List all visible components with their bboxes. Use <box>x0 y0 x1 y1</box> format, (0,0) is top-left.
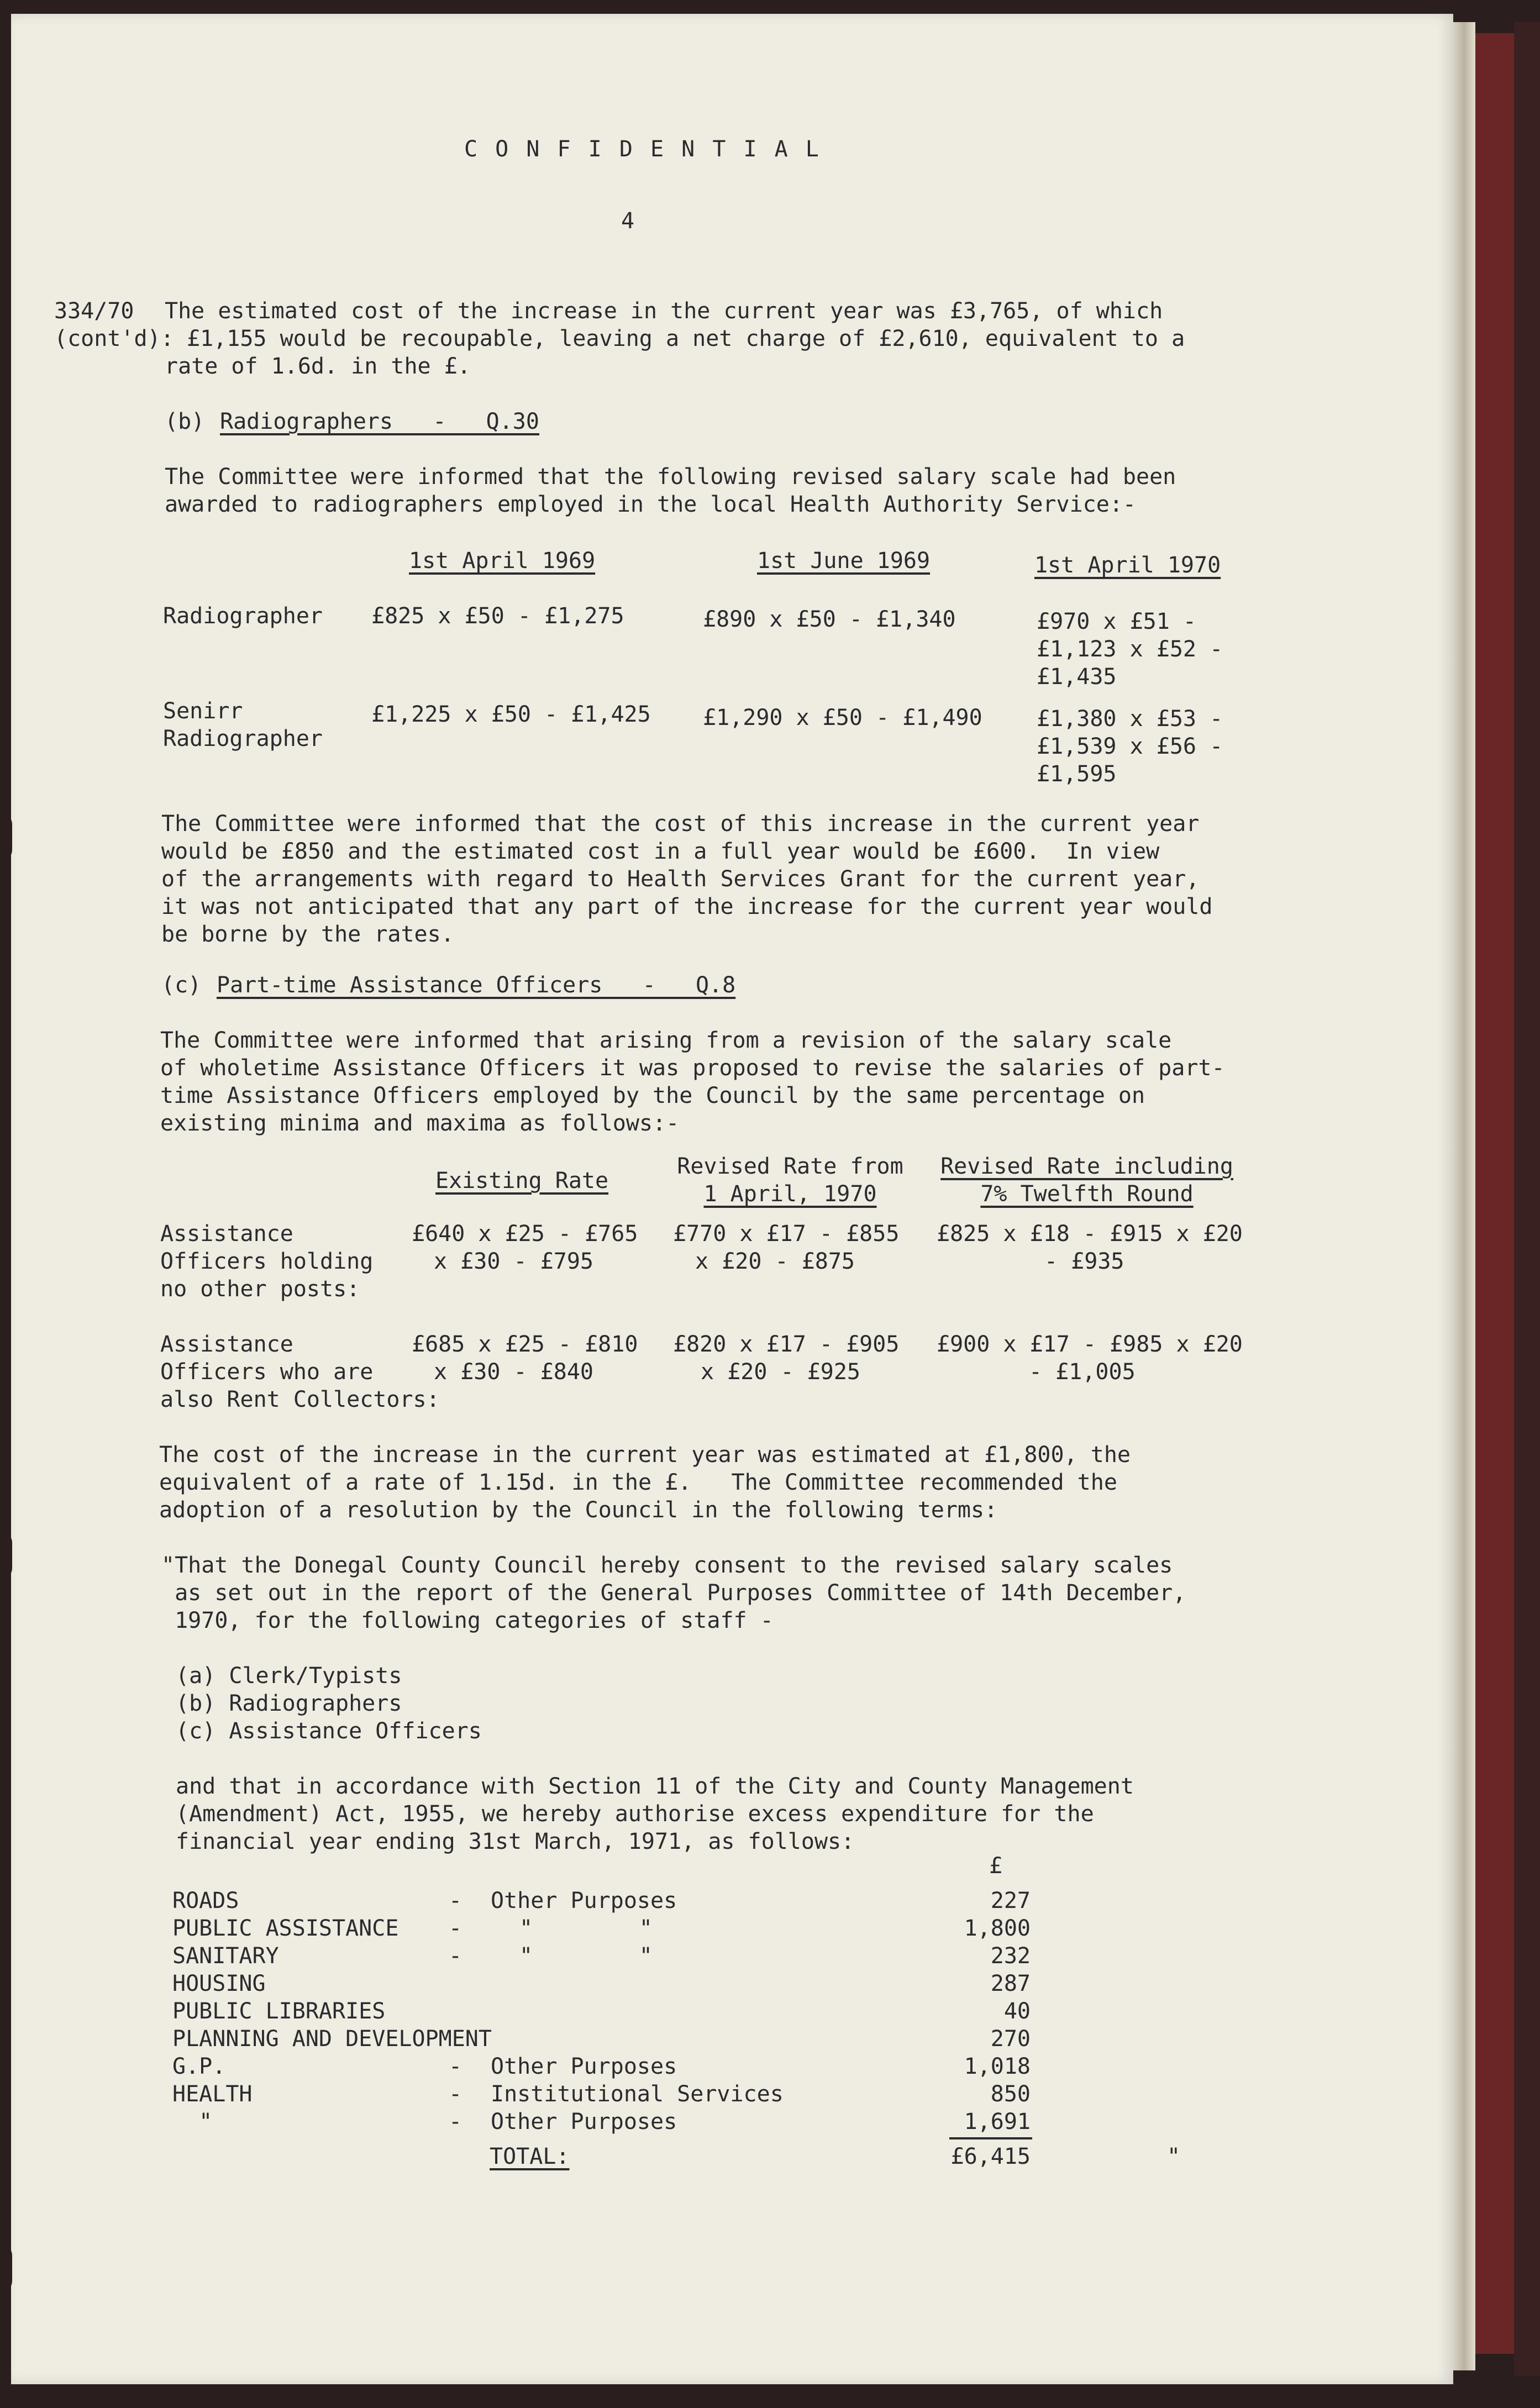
column-header-existing-rate: Existing Rate <box>435 1168 609 1194</box>
expenditure-amount: 850 <box>990 2081 1031 2107</box>
section-b-marker: (b) <box>165 409 205 434</box>
salary-scale-cell: x £20 - £925 <box>701 1359 860 1385</box>
section-c-cost-line: adoption of a resolution by the Council in the following terms: <box>159 1497 998 1523</box>
page-stack-edge <box>1453 22 1475 2370</box>
staff-category: (b) Radiographers <box>176 1691 402 1716</box>
salary-scale-cell: - £1,005 <box>1029 1359 1136 1385</box>
row-label: Officers who are <box>160 1359 374 1385</box>
expenditure-head: PUBLIC ASSISTANCE <box>172 1916 399 1941</box>
salary-scale-cell: - £935 <box>1044 1249 1124 1274</box>
expenditure-head: HOUSING <box>172 1971 266 1996</box>
book-binding <box>1475 33 1514 2354</box>
expenditure-head: " <box>172 2109 213 2134</box>
column-header-twelfth-round: 7% Twelfth Round <box>980 1181 1194 1207</box>
intro-line: The estimated cost of the increase in the current year was £3,765, of which <box>165 298 1163 324</box>
resolution-line: "That the Donegal County Council hereby consent to the revised salary scales <box>161 1553 1173 1578</box>
row-label: Assistance <box>160 1332 293 1357</box>
resolution-closing-line: (Amendment) Act, 1955, we hereby authorise excess expenditure for the <box>176 1801 1094 1827</box>
intro-line: £1,155 would be recoupable, leaving a net charge of £2,610, equivalent to a <box>187 326 1185 351</box>
column-header-1st-april-1969: 1st April 1969 <box>409 548 596 574</box>
minute-contd: (cont'd): <box>54 326 174 351</box>
staff-category: (a) Clerk/Typists <box>176 1663 402 1689</box>
expenditure-amount: 1,691 <box>964 2109 1031 2134</box>
column-header-revised-rate-including: Revised Rate including <box>940 1154 1233 1179</box>
expenditure-dash: - <box>449 1888 462 1913</box>
salary-scale-cell: £640 x £25 - £765 <box>412 1221 638 1247</box>
resolution-line: 1970, for the following categories of staff - <box>161 1608 774 1633</box>
staff-category: (c) Assistance Officers <box>176 1718 482 1744</box>
section-b-paragraph-line: The Committee were informed that the following revised salary scale had been <box>165 464 1176 490</box>
punch-hole <box>0 2243 12 2293</box>
expenditure-head: ROADS <box>172 1888 239 1913</box>
book-cover-edge <box>1514 22 1540 2376</box>
closing-quote: " <box>1167 2144 1181 2169</box>
expenditure-head: SANITARY <box>172 1943 279 1969</box>
total-amount: £6,415 <box>950 2144 1031 2169</box>
section-b-cost-line: it was not anticipated that any part of the increase for the current year would <box>161 894 1213 919</box>
expenditure-amount: 287 <box>990 1971 1031 1996</box>
minute-number: 334/70 <box>54 298 134 324</box>
column-header-revised-rate-from-date: 1 April, 1970 <box>703 1181 877 1207</box>
salary-scale-cell: £1,225 x £50 - £1,425 <box>371 702 651 727</box>
expenditure-purpose: Other Purposes <box>491 2109 677 2134</box>
punch-hole <box>0 812 12 862</box>
salary-scale-cell: £970 x £51 - <box>1037 609 1196 634</box>
page-number: 4 <box>621 208 635 234</box>
expenditure-purpose: " " <box>519 1943 653 1969</box>
expenditure-purpose: " " <box>519 1916 653 1941</box>
punch-hole <box>0 1531 12 1580</box>
salary-scale-cell: x £30 - £795 <box>434 1249 593 1274</box>
expenditure-head: HEALTH <box>172 2081 253 2107</box>
section-c-marker: (c) <box>161 972 202 998</box>
salary-scale-cell: £1,380 x £53 - <box>1037 706 1223 732</box>
salary-scale-cell: £1,123 x £52 - <box>1037 637 1223 662</box>
section-c-paragraph-line: The Committee were informed that arising from a revision of the salary scale <box>160 1028 1172 1053</box>
section-b-heading: Radiographers - Q.30 <box>220 409 539 434</box>
column-header-1st-april-1970: 1st April 1970 <box>1034 553 1221 578</box>
resolution-line: as set out in the report of the General Purposes Committee of 14th December, <box>161 1580 1186 1606</box>
expenditure-purpose: Other Purposes <box>491 2054 677 2079</box>
expenditure-amount: 1,800 <box>964 1916 1031 1941</box>
row-label: no other posts: <box>160 1276 360 1302</box>
salary-scale-cell: £890 x £50 - £1,340 <box>703 607 956 632</box>
salary-scale-cell: £685 x £25 - £810 <box>412 1332 638 1357</box>
salary-scale-cell: x £20 - £875 <box>695 1249 855 1274</box>
expenditure-purpose: Other Purposes <box>491 1888 677 1913</box>
section-b-cost-line: of the arrangements with regard to Health Services Grant for the current year, <box>161 866 1200 892</box>
section-c-heading: Part-time Assistance Officers - Q.8 <box>217 972 736 998</box>
section-c-paragraph-line: existing minima and maxima as follows:- <box>160 1111 680 1136</box>
currency-header: £ <box>989 1853 1003 1879</box>
section-c-cost-line: equivalent of a rate of 1.15d. in the £. The Committee recommended the <box>159 1470 1117 1495</box>
row-label: Officers holding <box>160 1249 374 1274</box>
row-label: Radiographer <box>163 726 323 751</box>
row-label: Assistance <box>160 1221 293 1247</box>
expenditure-amount: 227 <box>990 1888 1031 1913</box>
column-header-1st-june-1969: 1st June 1969 <box>757 548 931 574</box>
section-c-cost-line: The cost of the increase in the current year was estimated at £1,800, the <box>159 1442 1131 1468</box>
expenditure-head: G.P. <box>172 2054 226 2079</box>
expenditure-head: PUBLIC LIBRARIES <box>172 1999 386 2024</box>
row-label: Radiographer <box>163 603 323 629</box>
salary-scale-cell: x £30 - £840 <box>434 1359 593 1385</box>
resolution-closing-line: financial year ending 31st March, 1971, as follows: <box>176 1829 855 1854</box>
section-b-paragraph-line: awarded to radiographers employed in the local Health Authority Service:- <box>165 492 1136 517</box>
total-rule <box>949 2137 1032 2139</box>
expenditure-dash: - <box>449 1943 462 1969</box>
expenditure-dash: - <box>449 2054 462 2079</box>
total-label: TOTAL: <box>490 2144 570 2169</box>
salary-scale-cell: £1,595 <box>1037 761 1117 787</box>
expenditure-amount: 232 <box>990 1943 1031 1969</box>
salary-scale-cell: £825 x £18 - £915 x £20 <box>937 1221 1243 1247</box>
section-c-paragraph-line: time Assistance Officers employed by the Council by the same percentage on <box>160 1083 1145 1108</box>
salary-scale-cell: £900 x £17 - £985 x £20 <box>937 1332 1243 1357</box>
salary-scale-cell: £1,290 x £50 - £1,490 <box>703 705 982 730</box>
salary-scale-cell: £770 x £17 - £855 <box>673 1221 900 1247</box>
expenditure-amount: 1,018 <box>964 2054 1031 2079</box>
expenditure-amount: 40 <box>1003 1999 1031 2024</box>
confidential-header: C O N F I D E N T I A L <box>464 136 821 162</box>
expenditure-purpose: Institutional Services <box>491 2081 784 2107</box>
section-b-cost-line: would be £850 and the estimated cost in a full year would be £600. In view <box>161 839 1160 864</box>
section-b-cost-line: be borne by the rates. <box>161 922 454 947</box>
salary-scale-cell: £820 x £17 - £905 <box>673 1332 900 1357</box>
row-label: also Rent Collectors: <box>160 1387 440 1412</box>
expenditure-dash: - <box>449 1916 462 1941</box>
salary-scale-cell: £1,435 <box>1037 664 1117 690</box>
expenditure-amount: 270 <box>990 2026 1031 2052</box>
salary-scale-cell: £825 x £50 - £1,275 <box>371 603 624 629</box>
section-b-cost-line: The Committee were informed that the cost of this increase in the current year <box>161 811 1200 837</box>
expenditure-dash: - <box>449 2109 462 2134</box>
section-c-paragraph-line: of wholetime Assistance Officers it was proposed to revise the salaries of part- <box>160 1055 1225 1081</box>
row-label: Senirr <box>163 698 243 724</box>
expenditure-dash: - <box>449 2081 462 2107</box>
resolution-closing-line: and that in accordance with Section 11 of the City and County Management <box>176 1774 1134 1799</box>
expenditure-head: PLANNING AND DEVELOPMENT <box>172 2026 492 2052</box>
intro-line: rate of 1.6d. in the £. <box>165 354 471 379</box>
salary-scale-cell: £1,539 x £56 - <box>1037 734 1223 759</box>
column-header-revised-rate-from: Revised Rate from <box>677 1154 903 1179</box>
